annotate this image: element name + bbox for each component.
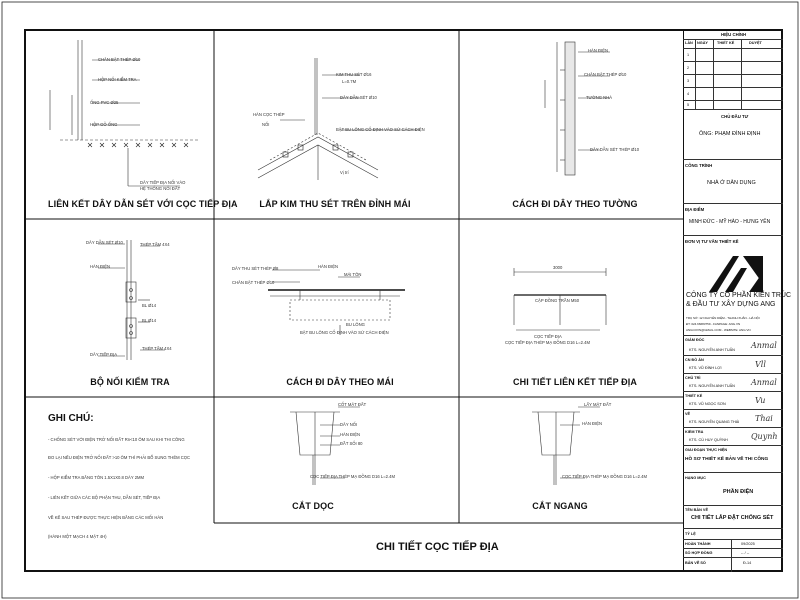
p1-label: ỐNG PVC Ø25 — [90, 100, 119, 105]
role-label: KIỂM TRA — [685, 430, 704, 434]
company-name: & ĐẦU TƯ XÂY DỰNG ANG — [686, 301, 776, 308]
p6-label: CỌC TIẾP ĐỊA — [534, 334, 562, 339]
p1-label: CHÂN BẬT THÉP Ø10 — [98, 57, 141, 62]
p7-label: CỌC TIẾP ĐỊA THÉP MẠ ĐỒNG D16 L=2.4M — [310, 474, 395, 479]
title-block — [683, 29, 792, 572]
p3-label: CHÂN BẬT THÉP Ø10 — [584, 72, 627, 77]
panel6-caption: CHI TIẾT LIÊN KẾT TIẾP ĐỊA — [513, 377, 637, 387]
p6-label: CẶP ĐỒNG TRẦN M50 — [535, 298, 580, 303]
p2-label: KIM THU SÉT Ø16 — [336, 72, 372, 77]
rev-col: LẦN — [685, 41, 693, 45]
p2-label: BẬT BU LÔNG CỐ ĐỊNH VÀO SỨ CÁCH ĐIỆN — [336, 127, 425, 132]
p8-label: LẤY MẶT ĐẤT — [584, 402, 612, 407]
panel2-caption: LẮP KIM THU SÉT TRÊN ĐỈNH MÁI — [259, 199, 411, 209]
owner-name: ÔNG: PHẠM ĐÌNH ĐỊNH — [699, 131, 761, 137]
p4-label: DÂY DẪN SÉT Ø10 — [86, 240, 123, 245]
company-name: CÔNG TY CỔ PHẦN KIẾN TRÚC — [686, 292, 792, 299]
signature: Anmal — [751, 341, 777, 350]
rev-row: 3 — [687, 79, 690, 83]
panel3-drawing — [545, 42, 613, 175]
category-label: HẠNG MỤC — [685, 476, 706, 480]
rev-row: 2 — [687, 66, 690, 70]
panel7-caption: CẮT DỌC — [292, 501, 334, 511]
contract-label: SỐ HỢP ĐỒNG — [685, 551, 713, 555]
signature: Quynh — [751, 432, 778, 441]
p4-label: THÉP TẤM 4X4 — [140, 242, 170, 247]
project-name: NHÀ Ở DÂN DỤNG — [707, 180, 756, 186]
company-info: ANGCOVN@GMAIL.COM - WEBSITE: ANG.VN — [686, 328, 751, 332]
role-name: KTS. VŨ ĐÌNH LỢI — [689, 366, 722, 370]
p4-label: DÂY TIẾP ĐỊA — [90, 352, 117, 357]
panel4-caption: BỘ NỐI KIỂM TRA — [90, 377, 170, 387]
p8-label: HÀN ĐIỆN — [582, 421, 603, 426]
p5-label: MÁI TÔN — [344, 272, 362, 277]
owner-label: CHỦ ĐẦU TƯ — [721, 114, 749, 119]
p5-label: DÂY THU SÉT THÉP Ø8 — [232, 266, 279, 271]
company-info: TRỤ SỞ: 12 NGUYỄN DIỆM - THANH XUÂN - HÀ NỘI — [686, 316, 760, 320]
p2-label: NỐI — [262, 122, 270, 127]
panel5-drawing — [268, 270, 405, 335]
company-info: ĐT: 024.66683759 - FANPAGE: ANG.VN — [686, 322, 741, 326]
p6-label: CỌC TIẾP ĐỊA THÉP MẠ ĐỒNG D16 L=2.4M — [505, 340, 590, 345]
sheet-no-label: BẢN VẼ SỐ — [685, 561, 706, 565]
signature: Thai — [755, 414, 773, 423]
p7-label: DÂY NỐI — [340, 422, 358, 427]
project-label: CÔNG TRÌNH — [685, 163, 713, 168]
rev-row: 5 — [687, 103, 690, 107]
role-name: KTS. NGUYỄN ANH TUẤN — [689, 384, 735, 388]
date-value: 09/2025 — [741, 542, 755, 546]
p2-label: DÂY DẪN SÉT Ø10 — [340, 95, 377, 100]
p7-label: HÀN ĐIỆN — [340, 432, 361, 437]
rev-row: 4 — [687, 92, 690, 96]
rev-col: NGÀY — [697, 41, 708, 45]
p1-label: HỆ THỐNG NỐI ĐẤT — [140, 186, 181, 191]
p6-label: 3000 — [553, 265, 563, 270]
note-line: (HÀNH MỘT MẠCH 4 MẶT 4H) — [48, 534, 107, 539]
rev-row: 1 — [687, 53, 690, 57]
panel4-drawing — [98, 240, 165, 360]
note-line: - HỘP KIỂM TRA BẰNG TÔN 1.5X1X0.8 DÀY 2MM — [48, 475, 145, 480]
p4-label: HÀN ĐIỆN — [90, 264, 111, 269]
p1-label: HỘP NỐI KIỂM TRA — [98, 77, 137, 82]
panel3-caption: CÁCH ĐI DÂY THEO TƯỜNG — [512, 199, 638, 209]
notes-title: GHI CHÚ: — [48, 413, 94, 424]
rev-col: DUYỆT — [749, 41, 762, 45]
role-name: KTS. VŨ NGỌC SƠN — [689, 402, 726, 406]
date-label: HOÀN THÀNH — [685, 542, 711, 546]
note-line: ĐO LẠI NẾU ĐIỆN TRỞ NỐI ĐẤT >10 ÔM THÌ PHẢI BỔ SUNG THÊM CỌC — [48, 455, 191, 460]
p5-label: HÀN ĐIỆN — [318, 264, 339, 269]
location-label: ĐỊA ĐIỂM — [685, 207, 705, 212]
location-name: MINH ĐỨC - MỸ HÀO - HƯNG YÊN — [689, 219, 771, 225]
p7-label: ĐẦT SỐI 80 — [340, 441, 363, 446]
p3-label: HÀN ĐIỆN — [588, 48, 609, 53]
p5-label: BẬT BU LÔNG CỐ ĐỊNH VÀO SỨ CÁCH ĐIỆN — [300, 330, 389, 335]
p2-label: HÀN CỌC THÉP — [253, 112, 285, 117]
role-name: KTS. NGUYỄN ANH TUẤN — [689, 348, 735, 352]
p4-label: THÉP TẤM 4X4 — [142, 346, 172, 351]
revision-header: HIỆU CHỈNH — [721, 32, 747, 37]
role-label: VẼ — [685, 412, 691, 416]
p8-label: CỌC TIẾP ĐỊA THÉP MẠ ĐỒNG D16 L=2.4M — [562, 474, 647, 479]
drawing-name: CHI TIẾT LẮP ĐẶT CHỐNG SÉT — [691, 515, 774, 521]
signature: Vll — [755, 360, 766, 369]
role-label: GIÁM ĐỐC — [685, 338, 705, 342]
rev-col: THIẾT KẾ — [717, 41, 735, 45]
p3-label: TƯỜNG NHÀ — [586, 95, 613, 100]
panel8-caption: CẮT NGANG — [532, 501, 588, 511]
drawing-label: TÊN BẢN VẼ — [685, 508, 708, 512]
note-line: - CHỐNG SÉT VỚI ĐIỆN TRỞ NỐI ĐẤT Rn<10 ÔM SAU KHI THI CÔNG — [48, 437, 185, 442]
category-value: PHẦN ĐIỆN — [723, 489, 754, 495]
role-label: CN ĐỒ ÁN — [685, 358, 704, 362]
p4-label: BL Ø14 — [142, 303, 157, 308]
p2-label: Vị trí — [340, 170, 349, 175]
p1-label: DÂY TIẾP ĐỊA NỐI VÀO — [140, 180, 186, 185]
sheet-no-value: Đ-14 — [743, 561, 752, 565]
company-logo — [703, 254, 765, 294]
stage-value: HỒ SƠ THIẾT KẾ BẢN VẼ THI CÔNG — [685, 457, 769, 462]
note-line: - LIÊN KẾT GIỮA CÁC BỘ PHẬN THU, DẪN SÉT, TIẾP ĐỊA — [48, 495, 161, 500]
sheet-title: CHI TIẾT CỌC TIẾP ĐỊA — [376, 541, 499, 553]
signature: Vu — [755, 396, 766, 405]
p2-label: L=0.7M — [342, 79, 357, 84]
role-label: CHỦ TRÌ — [685, 376, 701, 380]
p7-label: CỐT MẶT ĐẤT — [338, 402, 367, 407]
stage-label: GIAI ĐOẠN THỰC HIỆN — [685, 448, 728, 452]
role-label: THIẾT KẾ — [685, 394, 703, 398]
p3-label: DÂY DẪN SÉT THÉP Ø10 — [590, 147, 640, 152]
signature: Anmal — [751, 378, 777, 387]
panel5-caption: CÁCH ĐI DÂY THEO MÁI — [286, 377, 394, 387]
note-line: VỀ KẾ SAU THÉP ĐƯỢC THỰC HIỆN BẰNG CÁC MỐI HÀN — [48, 515, 164, 520]
designer-label: ĐƠN VỊ TƯ VẤN THIẾT KẾ — [685, 239, 739, 244]
role-name: KTS. CÙ HUY QUỲNH — [689, 438, 728, 442]
p5-label: BU LÔNG — [346, 322, 365, 327]
scale-label: TỶ LỆ — [685, 532, 696, 536]
p1-label: HỘP GỖ ỐNG — [90, 122, 118, 127]
p5-label: CHÂN BẬT THÉP Ø10 — [232, 280, 275, 285]
p4-label: BL Ø14 — [142, 318, 157, 323]
panel1-caption: LIÊN KẾT DÂY DẪN SÉT VỚI CỌC TIẾP ĐỊA — [48, 199, 238, 209]
contract-value: -- / -- — [741, 551, 750, 555]
role-name: KTS. NGUYỄN QUANG THÁI — [689, 420, 740, 424]
